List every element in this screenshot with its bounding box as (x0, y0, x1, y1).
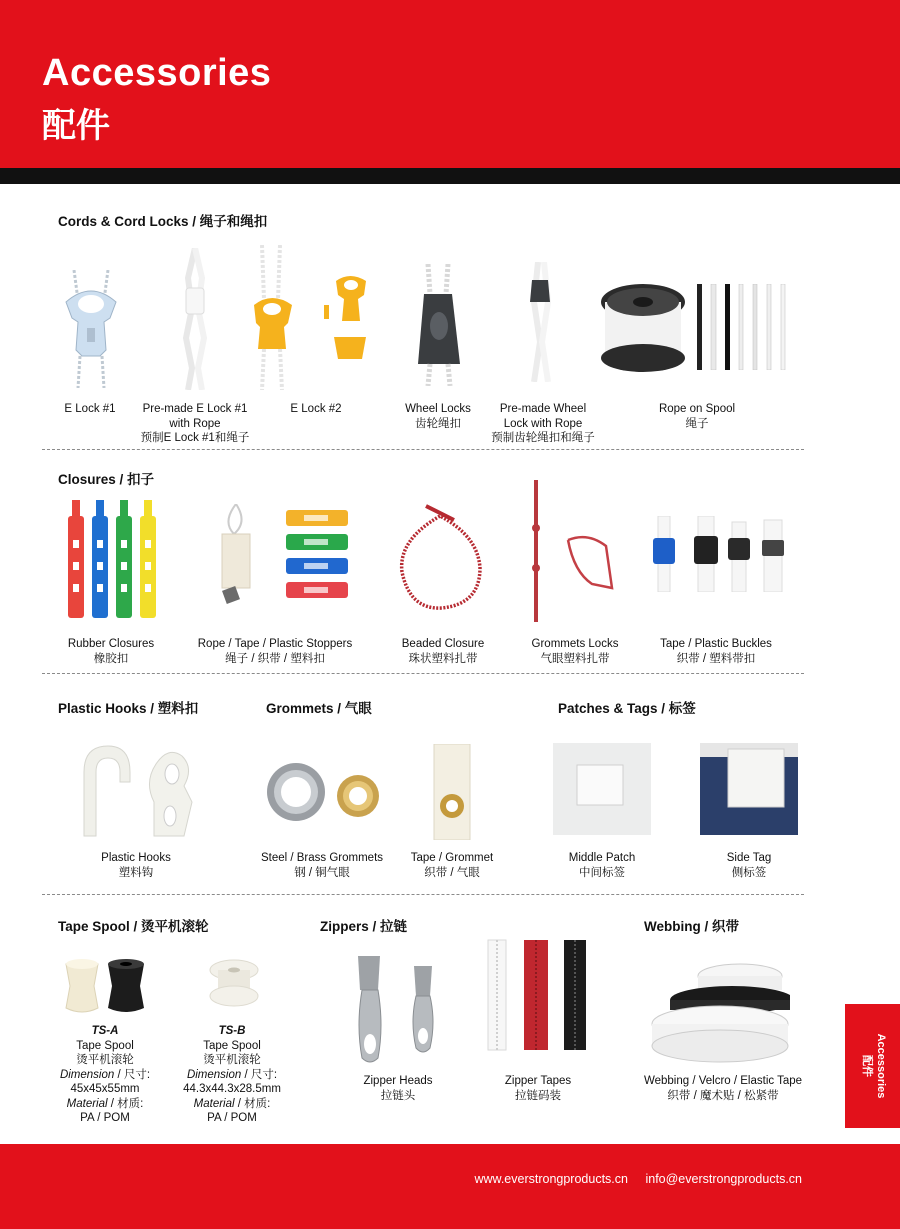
caption-ts-b: TS-B Tape Spool 烫平机滚轮 Dimension / 尺寸: 44.3x44.3x28.5mm Material / 材质: PA / POM (183, 1025, 281, 1124)
tape-spool-ts-a-image (62, 956, 152, 1016)
section-divider (42, 894, 804, 895)
page-footer (0, 1144, 900, 1229)
zipper-heads-image (348, 946, 448, 1068)
caption-steel-brass-grommets: Steel / Brass Grommets 钢 / 铜气眼 (260, 852, 384, 879)
premade-wheel-lock-image (522, 262, 562, 382)
caption-wheel-locks: Wheel Locks 齿轮绳扣 (405, 403, 471, 430)
website-link[interactable]: www.everstrongproducts.cn (474, 1172, 628, 1186)
page-header (0, 0, 900, 168)
section-divider (42, 449, 804, 450)
caption-middle-patch: Middle Patch 中间标签 (568, 852, 636, 879)
rope-stopper-image (214, 504, 258, 604)
rope-spool-image (598, 282, 688, 374)
caption-premade-wheel-lock: Pre-made Wheel Lock with Rope 预制齿轮绳扣和绳子 (491, 403, 595, 444)
caption-webbing: Webbing / Velcro / Elastic Tape 织带 / 魔术贴 / 松紧带 (643, 1075, 803, 1102)
plastic-stoppers-image (284, 510, 350, 600)
section-title-cords: Cords & Cord Locks / 绳子和绳扣 (58, 214, 268, 229)
caption-beaded-closure: Beaded Closure 珠状塑料扎带 (401, 638, 485, 665)
caption-e-lock-2: E Lock #2 (290, 403, 342, 415)
caption-grommets-locks: Grommets Locks 气眼塑料扎带 (531, 638, 619, 665)
middle-patch-image (553, 743, 651, 835)
plastic-hooks-image (74, 742, 198, 838)
rubber-closures-image (66, 500, 158, 620)
side-tab-accessories (845, 1004, 900, 1128)
wheel-lock-image (412, 264, 466, 386)
side-tab-label: Accessories (875, 1033, 887, 1099)
section-title-hooks: Plastic Hooks / 塑料扣 (58, 701, 199, 716)
e-lock-1-image (60, 270, 122, 388)
caption-zipper-heads: Zipper Heads 拉链头 (363, 1075, 433, 1102)
email-link[interactable]: info@everstrongproducts.cn (645, 1172, 802, 1186)
caption-zipper-tapes: Zipper Tapes 拉链码装 (504, 1075, 572, 1102)
caption-e-lock-1: E Lock #1 (64, 403, 116, 415)
caption-tape-grommet: Tape / Grommet 织带 / 气眼 (410, 852, 494, 879)
beaded-closure-image (396, 500, 488, 612)
premade-e-lock-1-image (178, 248, 212, 390)
section-divider (42, 673, 804, 674)
rope-samples-image (695, 284, 795, 370)
side-tab-label-cn: 配件 (861, 1055, 873, 1077)
caption-plastic-hooks: Plastic Hooks 塑料钩 (101, 852, 171, 879)
header-divider-bar (0, 168, 900, 184)
caption-tape-buckles: Tape / Plastic Buckles 织带 / 塑料带扣 (660, 638, 772, 665)
caption-rubber-closures: Rubber Closures 橡胶扣 (67, 638, 155, 665)
webbing-image (650, 962, 790, 1064)
tape-buckles-image (650, 516, 786, 592)
e-lock-2-image (250, 245, 380, 390)
grommets-locks-image (528, 480, 618, 628)
section-title-closures: Closures / 扣子 (58, 472, 155, 487)
section-title-grommets: Grommets / 气眼 (266, 701, 372, 716)
section-title-webbing: Webbing / 织带 (644, 919, 739, 934)
section-title-zippers: Zippers / 拉链 (320, 919, 408, 934)
caption-rope-spool: Rope on Spool 绳子 (658, 403, 736, 430)
tape-spool-ts-b-image (206, 958, 262, 1010)
section-title-tape-spool: Tape Spool / 烫平机滚轮 (58, 919, 209, 934)
zipper-tapes-image (486, 938, 590, 1052)
caption-side-tag: Side Tag 侧标签 (726, 852, 772, 879)
caption-premade-e-lock-1: Pre-made E Lock #1 with Rope 预制E Lock #1和绳子 (140, 403, 250, 444)
page-title: Accessories (42, 52, 272, 94)
steel-brass-grommets-image (266, 762, 382, 822)
page-title-cn: 配件 (42, 106, 110, 146)
caption-ts-a: TS-A Tape Spool 烫平机滚轮 Dimension / 尺寸: 45x45x55mm Material / 材质: PA / POM (59, 1025, 151, 1124)
section-title-patches: Patches & Tags / 标签 (558, 701, 696, 716)
tape-grommet-image (432, 744, 472, 840)
side-tag-image (700, 743, 798, 835)
caption-stoppers: Rope / Tape / Plastic Stoppers 绳子 / 织带 / 塑料扣 (197, 638, 353, 665)
